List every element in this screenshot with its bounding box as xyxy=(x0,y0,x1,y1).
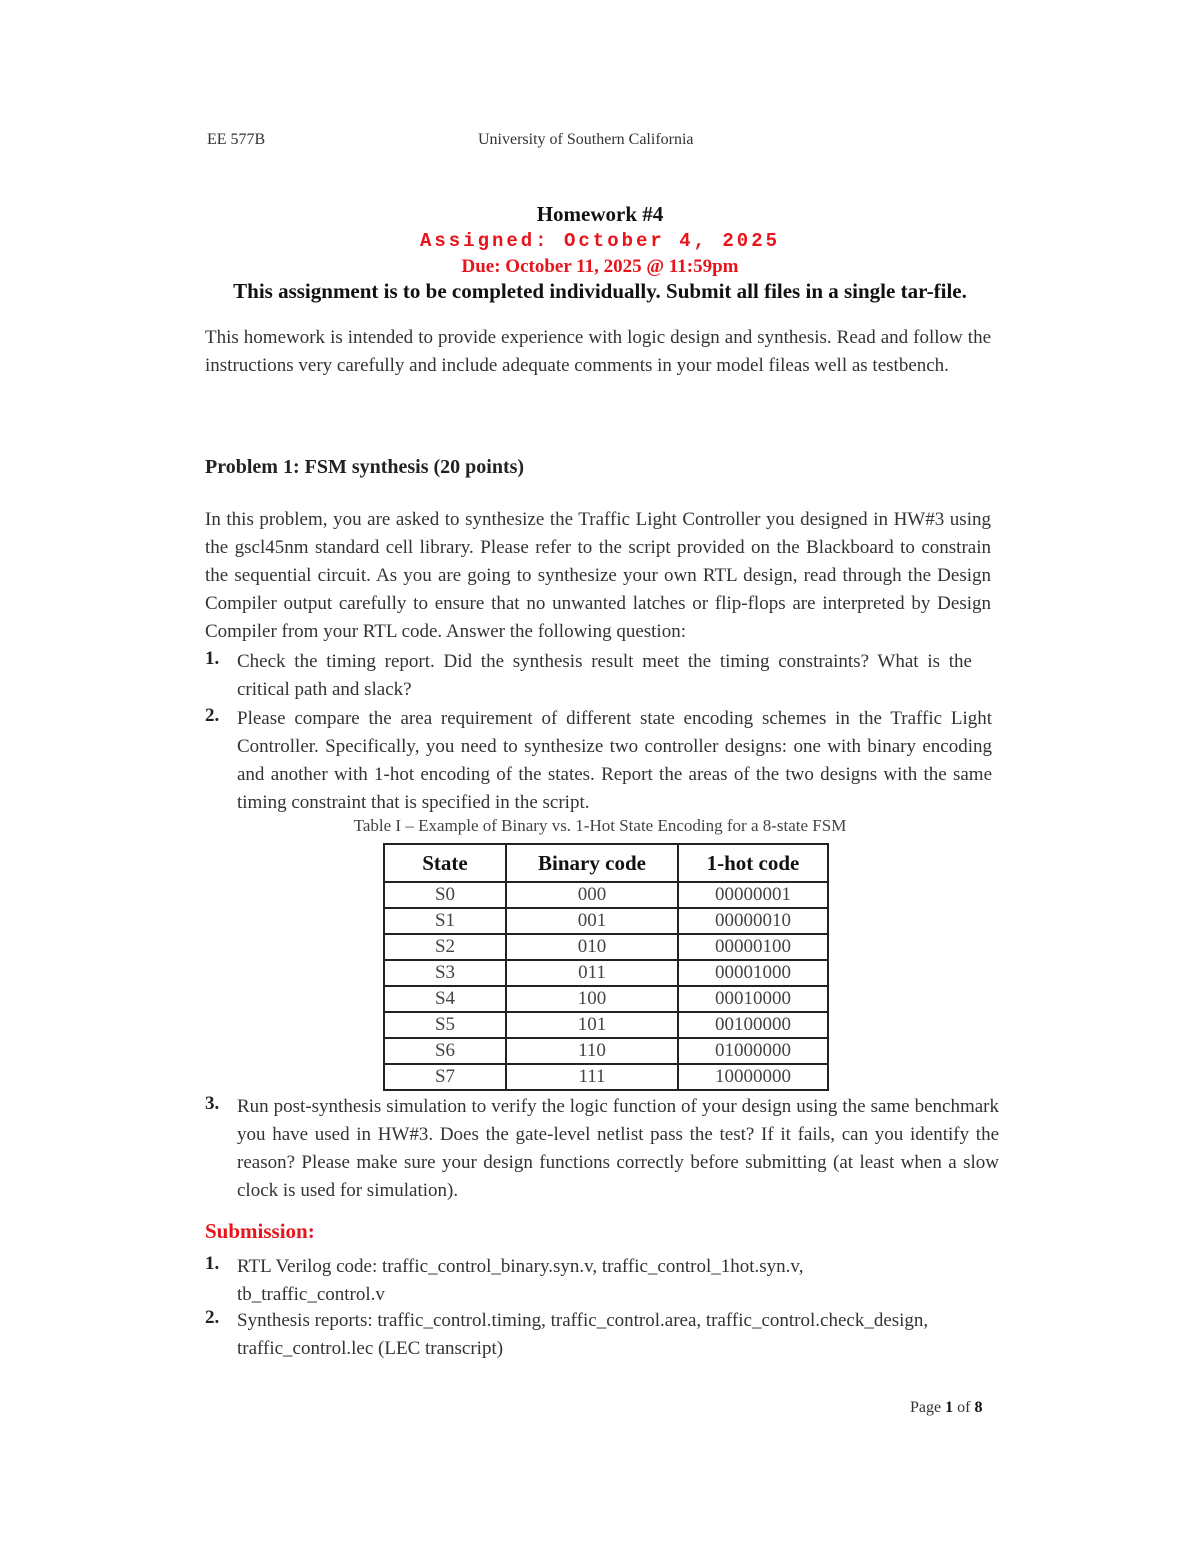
submission-number: 2. xyxy=(205,1307,220,1328)
table-cell: 010 xyxy=(506,934,678,960)
question-text: Run post-synthesis simulation to verify the logic function of your design using the same benchmark you have used in HW#3. Does the gate-level netlist pass the test? If it fails, can you identify the reason? Please make sure your design functions correctly before submitting (at least when a slow clock is used for simulation). xyxy=(237,1096,999,1201)
submission-number: 1. xyxy=(205,1253,220,1274)
page-number: 1 xyxy=(945,1399,954,1416)
question-text: Please compare the area requirement of different state encoding schemes in the Traffic Light Controller. Specifically, you need to synthesize two controller designs: one with binary encoding and another with 1-hot encoding of the states. Report the areas of the two designs with the same timing constraint that is specified in the script. xyxy=(237,708,992,813)
submission-text: Synthesis reports: traffic_control.timing, traffic_control.area, traffic_control.check_design, traffic_control.lec (LEC transcript) xyxy=(237,1310,929,1359)
table-row xyxy=(384,960,828,986)
column-header: State xyxy=(384,844,506,882)
table-cell: 000 xyxy=(506,882,678,908)
table-row xyxy=(384,882,828,908)
question-number: 1. xyxy=(205,648,220,669)
submission-text: RTL Verilog code: traffic_control_binary.syn.v, traffic_control_1hot.syn.v, tb_traffic_control.v xyxy=(237,1256,804,1305)
column-header: Binary code xyxy=(506,844,678,882)
table-cell: 100 xyxy=(506,986,678,1012)
table-cell: 111 xyxy=(506,1064,678,1090)
column-header: 1-hot code xyxy=(678,844,828,882)
encoding-table xyxy=(383,843,829,1091)
table-cell: 00010000 xyxy=(678,986,828,1012)
assigned-date: Assigned: October 4, 2025 xyxy=(419,230,781,252)
table-cell: 00000001 xyxy=(678,882,828,908)
table-cell: 00001000 xyxy=(678,960,828,986)
page-label: Page xyxy=(910,1399,942,1416)
table-cell: S3 xyxy=(384,960,506,986)
homework-title: Homework #4 xyxy=(536,202,664,226)
table-cell: S4 xyxy=(384,986,506,1012)
page-footer xyxy=(910,1399,982,1417)
university-name: University of Southern California xyxy=(478,131,694,148)
table-cell: S7 xyxy=(384,1064,506,1090)
table-row xyxy=(384,908,828,934)
table-cell: 01000000 xyxy=(678,1038,828,1064)
due-date: Due: October 11, 2025 @ 11:59pm xyxy=(461,256,739,277)
table-cell: S2 xyxy=(384,934,506,960)
table-cell: 00100000 xyxy=(678,1012,828,1038)
question-number: 3. xyxy=(205,1093,220,1114)
table-cell: S0 xyxy=(384,882,506,908)
problem1-heading: Problem 1: FSM synthesis (20 points) xyxy=(205,456,525,478)
table-cell: S6 xyxy=(384,1038,506,1064)
question-text: Check the timing report. Did the synthesis result meet the timing constraints? What is the critical path and slack? xyxy=(237,651,972,700)
table-cell: S5 xyxy=(384,1012,506,1038)
individual-notice: This assignment is to be completed individually. Submit all files in a single tar-file. xyxy=(233,279,967,303)
table-cell: 10000000 xyxy=(678,1064,828,1090)
table-cell: 001 xyxy=(506,908,678,934)
table-row xyxy=(384,1038,828,1064)
course-code: EE 577B xyxy=(207,131,266,148)
table-cell: 110 xyxy=(506,1038,678,1064)
table-row xyxy=(384,1012,828,1038)
table-cell: 101 xyxy=(506,1012,678,1038)
problem1-body: In this problem, you are asked to synthesize the Traffic Light Controller you designed in HW#3 using the gscl45nm standard cell library. Please refer to the script provided on the Blackboard to constrain the sequential circuit. As you are going to synthesize your own RTL design, read through the Design Compiler output carefully to ensure that no unwanted latches or flip-flops are interpreted by Design Compiler from your RTL code. Answer the following question: xyxy=(205,509,991,642)
table-cell: 00000010 xyxy=(678,908,828,934)
table-caption: Table I – Example of Binary vs. 1-Hot State Encoding for a 8-state FSM xyxy=(353,816,847,835)
submission-heading: Submission: xyxy=(205,1219,315,1243)
table-cell: 00000100 xyxy=(678,934,828,960)
table-header-row xyxy=(384,844,828,882)
question-number: 2. xyxy=(205,705,220,726)
table-row xyxy=(384,1064,828,1090)
page-total: 8 xyxy=(974,1399,983,1416)
table-cell: 011 xyxy=(506,960,678,986)
of-label: of xyxy=(957,1399,971,1416)
table-cell: S1 xyxy=(384,908,506,934)
intro-paragraph: This homework is intended to provide experience with logic design and synthesis. Read and follow the instructions very carefully and include adequate comments in your model fileas well as testbench. xyxy=(205,327,991,376)
table-row xyxy=(384,934,828,960)
table-row xyxy=(384,986,828,1012)
